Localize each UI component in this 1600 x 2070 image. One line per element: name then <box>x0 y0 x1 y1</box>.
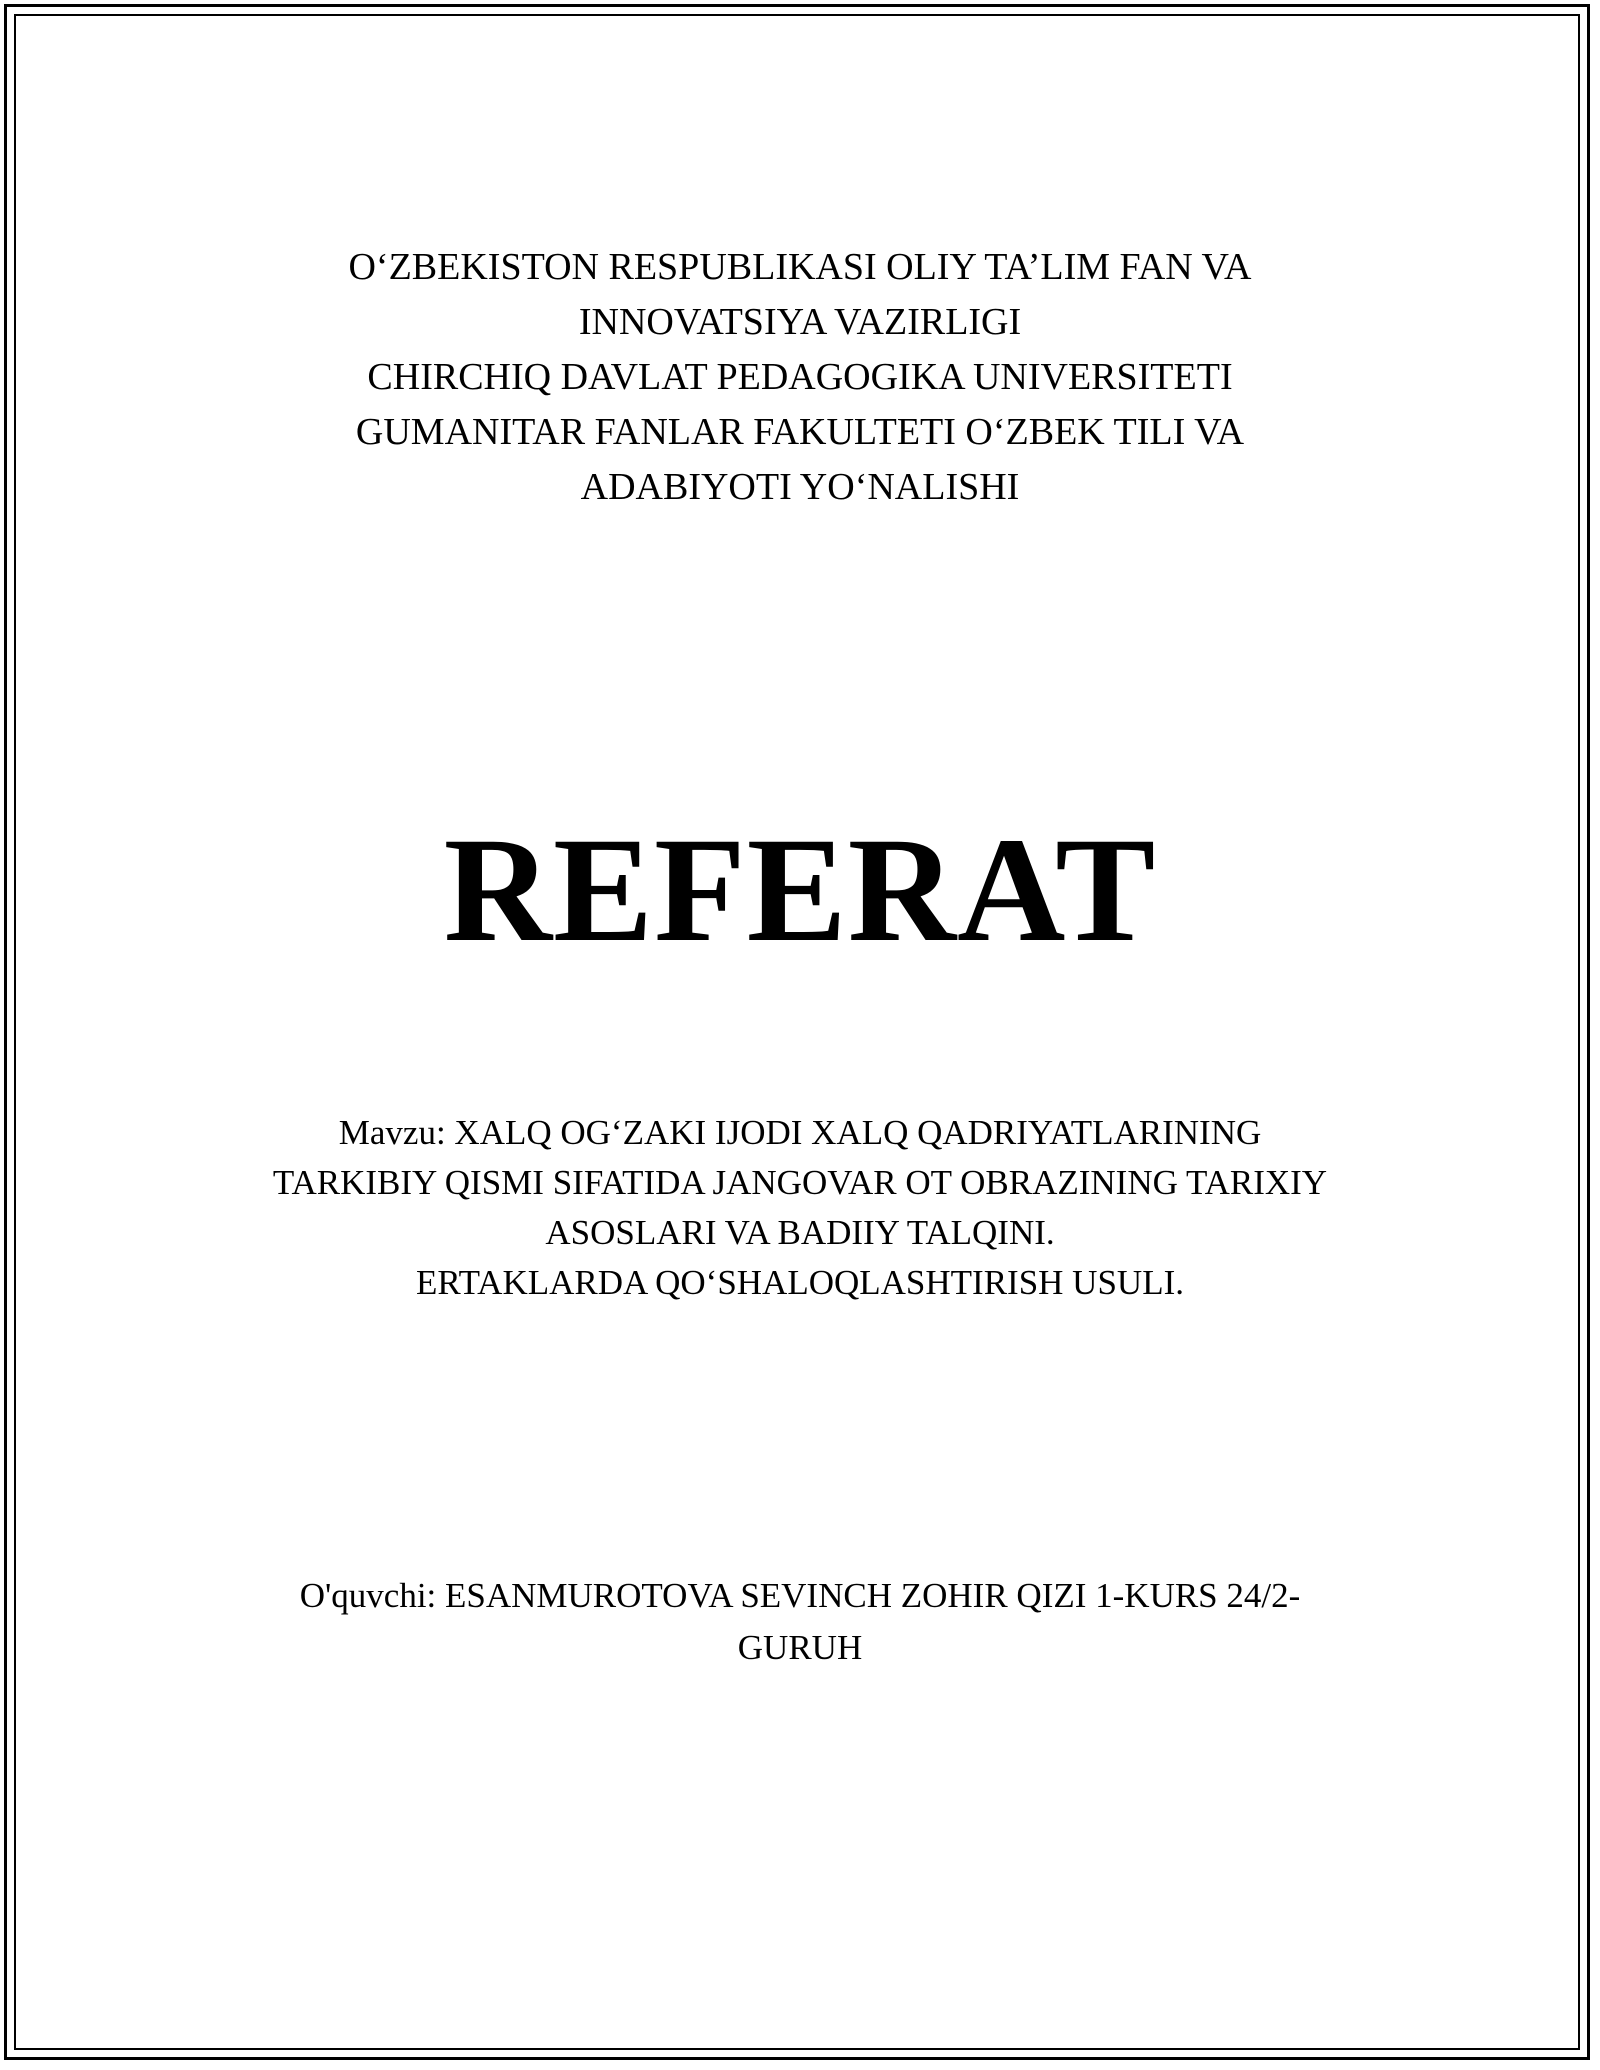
topic-section <box>0 1108 1600 1308</box>
topic-line: TARKIBIY QISMI SIFATIDA JANGOVAR OT OBRAZINING TARIXIY <box>272 1163 1328 1202</box>
student-line: O'quvchi: ESANMUROTOVA SEVINCH ZOHIR QIZI 1-KURS 24/2- <box>299 1576 1301 1615</box>
header-line: CHIRCHIQ DAVLAT PEDAGOGIKA UNIVERSITETI <box>367 356 1233 398</box>
institution-header <box>0 240 1600 515</box>
student-section <box>0 1570 1600 1674</box>
student-line: GURUH <box>737 1628 863 1667</box>
header-line: ADABIYOTI YO‘NALISHI <box>580 466 1020 508</box>
topic-line: ERTAKLARDA QO‘SHALOQLASHTIRISH USULI. <box>415 1263 1184 1302</box>
header-line: GUMANITAR FANLAR FAKULTETI O‘ZBEK TILI VA <box>355 411 1245 453</box>
document-title: REFERAT <box>443 807 1157 973</box>
header-line: O‘ZBEKISTON RESPUBLIKASI OLIY TA’LIM FAN VA <box>348 246 1252 288</box>
header-line: INNOVATSIYA VAZIRLIGI <box>578 301 1022 343</box>
topic-line: ASOSLARI VA BADIIY TALQINI. <box>545 1213 1055 1252</box>
topic-line: Mavzu: XALQ OG‘ZAKI IJODI XALQ QADRIYATLARINING <box>338 1113 1262 1152</box>
